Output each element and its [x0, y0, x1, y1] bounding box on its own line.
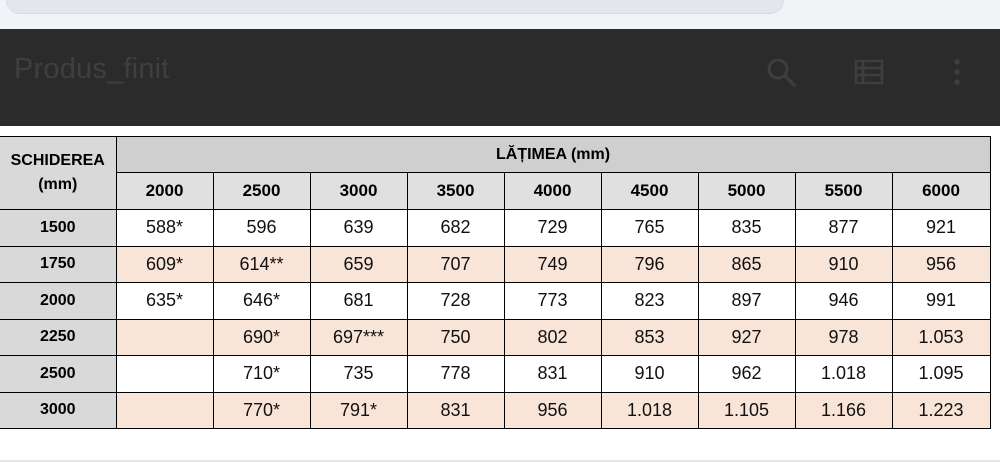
- table-cell: 796: [601, 246, 698, 283]
- table-cell: 646*: [213, 283, 310, 320]
- table-cell: 853: [601, 319, 698, 356]
- list-view-icon[interactable]: [852, 55, 886, 89]
- table-cell: 1.018: [795, 356, 892, 393]
- price-table: [0, 136, 991, 429]
- table-cell: 778: [407, 356, 504, 393]
- table-cell: 659: [310, 246, 407, 283]
- column-header: 4500: [601, 173, 698, 210]
- table-cell: 1.223: [892, 392, 990, 429]
- table-cell: 614**: [213, 246, 310, 283]
- table-cell: 1.095: [892, 356, 990, 393]
- table-cell: 823: [601, 283, 698, 320]
- table-cell: 635*: [116, 283, 213, 320]
- table-cell: 865: [698, 246, 795, 283]
- table-cell: 831: [407, 392, 504, 429]
- more-vert-icon[interactable]: [940, 55, 974, 89]
- table-row: [0, 319, 990, 356]
- row-header: 2250: [0, 319, 116, 356]
- table-cell: 770*: [213, 392, 310, 429]
- table-cell: 897: [698, 283, 795, 320]
- column-header-row: [0, 173, 990, 210]
- table-cell: 910: [601, 356, 698, 393]
- column-header: 6000: [892, 173, 990, 210]
- table-cell: 1.105: [698, 392, 795, 429]
- table-cell: 728: [407, 283, 504, 320]
- table-cell: 609*: [116, 246, 213, 283]
- height-header: SCHIDEREA (mm): [0, 137, 116, 210]
- table-row: [0, 392, 990, 429]
- table-cell: 1.166: [795, 392, 892, 429]
- table-cell: 927: [698, 319, 795, 356]
- table-cell: 765: [601, 210, 698, 247]
- table-cell: 791*: [310, 392, 407, 429]
- table-cell: 1.018: [601, 392, 698, 429]
- table-cell: 707: [407, 246, 504, 283]
- row-header: 2500: [0, 356, 116, 393]
- table-cell: 946: [795, 283, 892, 320]
- table-cell: 831: [504, 356, 601, 393]
- table-cell: 588*: [116, 210, 213, 247]
- table-cell: 735: [310, 356, 407, 393]
- table-cell: 773: [504, 283, 601, 320]
- table-row: [0, 356, 990, 393]
- table-cell: [116, 392, 213, 429]
- table-cell: 910: [795, 246, 892, 283]
- table-cell: 978: [795, 319, 892, 356]
- column-header: 3500: [407, 173, 504, 210]
- table-cell: 1.053: [892, 319, 990, 356]
- table-cell: 991: [892, 283, 990, 320]
- table-row: [0, 283, 990, 320]
- table-cell: 596: [213, 210, 310, 247]
- table-cell: 962: [698, 356, 795, 393]
- width-header: LĂȚIMEA (mm): [116, 137, 990, 173]
- top-bar: [0, 0, 1000, 29]
- table-cell: 835: [698, 210, 795, 247]
- table-cell: [116, 319, 213, 356]
- column-header: 2000: [116, 173, 213, 210]
- table-cell: 750: [407, 319, 504, 356]
- table-cell: 729: [504, 210, 601, 247]
- table-cell: 639: [310, 210, 407, 247]
- app-title: Produs_finit: [14, 53, 170, 85]
- table-cell: 690*: [213, 319, 310, 356]
- table-cell: 956: [504, 392, 601, 429]
- app-header: [0, 29, 1000, 126]
- table-row: [0, 246, 990, 283]
- row-header: 1750: [0, 246, 116, 283]
- table-cell: 697***: [310, 319, 407, 356]
- table-cell: 710*: [213, 356, 310, 393]
- table-row: [0, 210, 990, 247]
- table-cell: [116, 356, 213, 393]
- table-cell: 802: [504, 319, 601, 356]
- row-header: 2000: [0, 283, 116, 320]
- table-cell: 749: [504, 246, 601, 283]
- table-cell: 681: [310, 283, 407, 320]
- column-header: 3000: [310, 173, 407, 210]
- column-header: 2500: [213, 173, 310, 210]
- column-header: 5000: [698, 173, 795, 210]
- table-cell: 921: [892, 210, 990, 247]
- table-cell: 877: [795, 210, 892, 247]
- table-cell: 682: [407, 210, 504, 247]
- row-header: 3000: [0, 392, 116, 429]
- row-header: 1500: [0, 210, 116, 247]
- search-bar[interactable]: [6, 0, 784, 14]
- column-header: 5500: [795, 173, 892, 210]
- search-icon[interactable]: [764, 55, 798, 89]
- column-header: 4000: [504, 173, 601, 210]
- table-cell: 956: [892, 246, 990, 283]
